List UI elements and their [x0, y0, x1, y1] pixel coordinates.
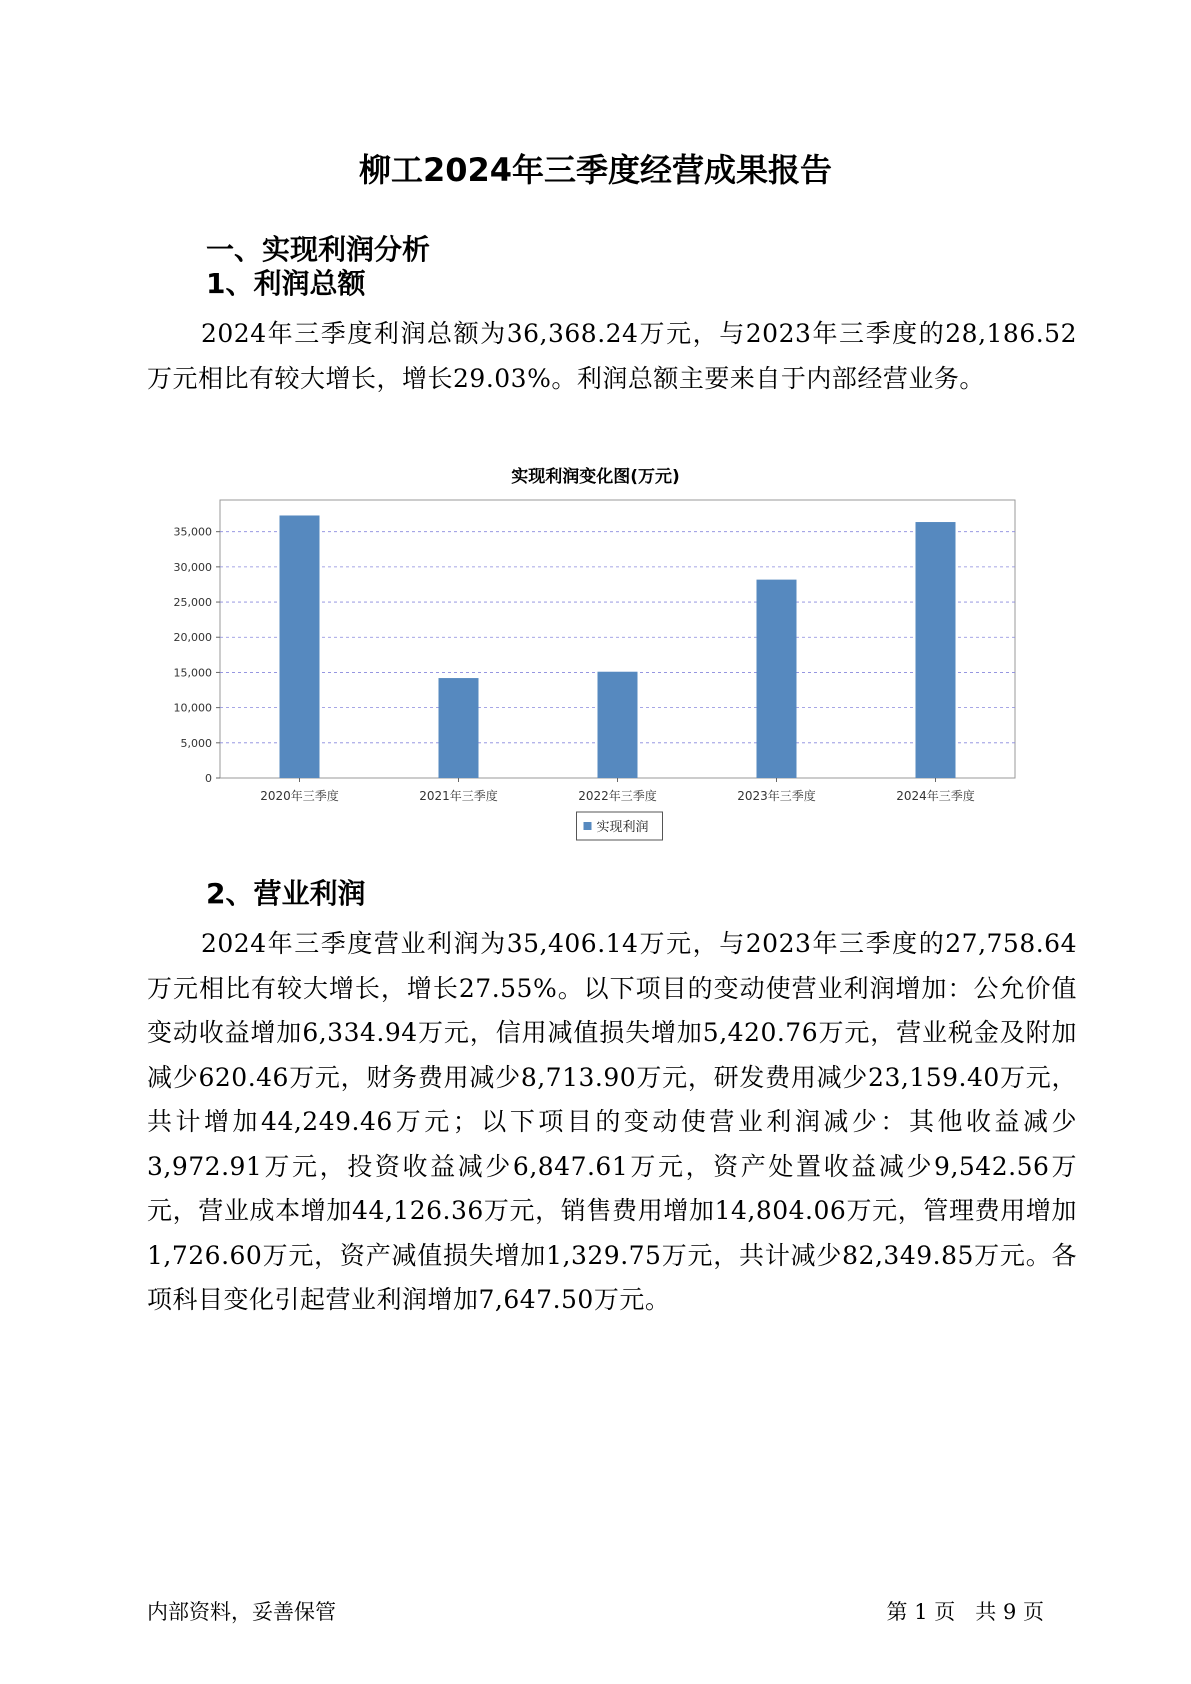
- x-tick-label: 2022年三季度: [578, 789, 657, 803]
- x-tick-label: 2021年三季度: [419, 789, 498, 803]
- y-tick-label: 0: [205, 772, 212, 785]
- y-tick-label: 5,000: [180, 736, 212, 750]
- y-tick-label: 35,000: [173, 525, 212, 539]
- y-tick-label: 15,000: [173, 666, 212, 680]
- y-tick-label: 30,000: [173, 560, 212, 574]
- subsection-heading-total-profit: 1、利润总额: [206, 267, 366, 300]
- bar: [598, 672, 638, 778]
- footer-confidential-note: 内部资料，妥善保管: [147, 1600, 336, 1624]
- bar: [757, 580, 797, 778]
- bar: [280, 515, 320, 778]
- legend-label: 实现利润: [596, 820, 649, 835]
- legend-swatch: [584, 822, 592, 830]
- paragraph-total-profit: 2024年三季度利润总额为36,368.24万元，与2023年三季度的28,186.52万元相比有较大增长，增长29.03%。利润总额主要来自于内部经营业务。: [147, 319, 1077, 393]
- y-tick-label: 25,000: [173, 596, 212, 610]
- x-tick-label: 2020年三季度: [260, 789, 339, 803]
- bar: [916, 522, 956, 778]
- footer-page-number: 第 1 页 共 9 页: [886, 1600, 1044, 1624]
- subsection-heading-operating-profit: 2、营业利润: [206, 877, 366, 910]
- section-heading-profit-analysis: 一、实现利润分析: [206, 233, 431, 266]
- y-tick-label: 10,000: [173, 701, 212, 715]
- chart-title: 实现利润变化图(万元): [511, 467, 680, 487]
- y-tick-label: 20,000: [173, 631, 212, 645]
- bar: [439, 678, 479, 778]
- report-title: 柳工2024年三季度经营成果报告: [358, 151, 833, 189]
- x-tick-label: 2023年三季度: [737, 789, 816, 803]
- x-tick-label: 2024年三季度: [896, 789, 975, 803]
- paragraph-operating-profit: 2024年三季度营业利润为35,406.14万元，与2023年三季度的27,758.64万元相比有较大增长，增长27.55%。以下项目的变动使营业利润增加：公允价值变动收益增加6,334.94万元，信用减值损失增加5,420.76万元，营业税金及附加减少620.46万元，财务费用减少8,713.90万元，研发费用减少23,159.40万元，共计增加44,249.46万元；以下项目的变动使营业利润减少：其他收益减少3,972.91万元，投资收益减少6,847.61万元，资产处置收益减少9,542.56万元，营业成本增加44,126.36万元，销售费用增加14,804.06万元，管理费用增加1,726.60万元，资产减值损失增加1,329.75万元，共计减少82,349.85万元。各项科目变化引起营业利润增加7,647.50万元。: [147, 929, 1077, 1314]
- profit-bar-chart: [160, 490, 1020, 850]
